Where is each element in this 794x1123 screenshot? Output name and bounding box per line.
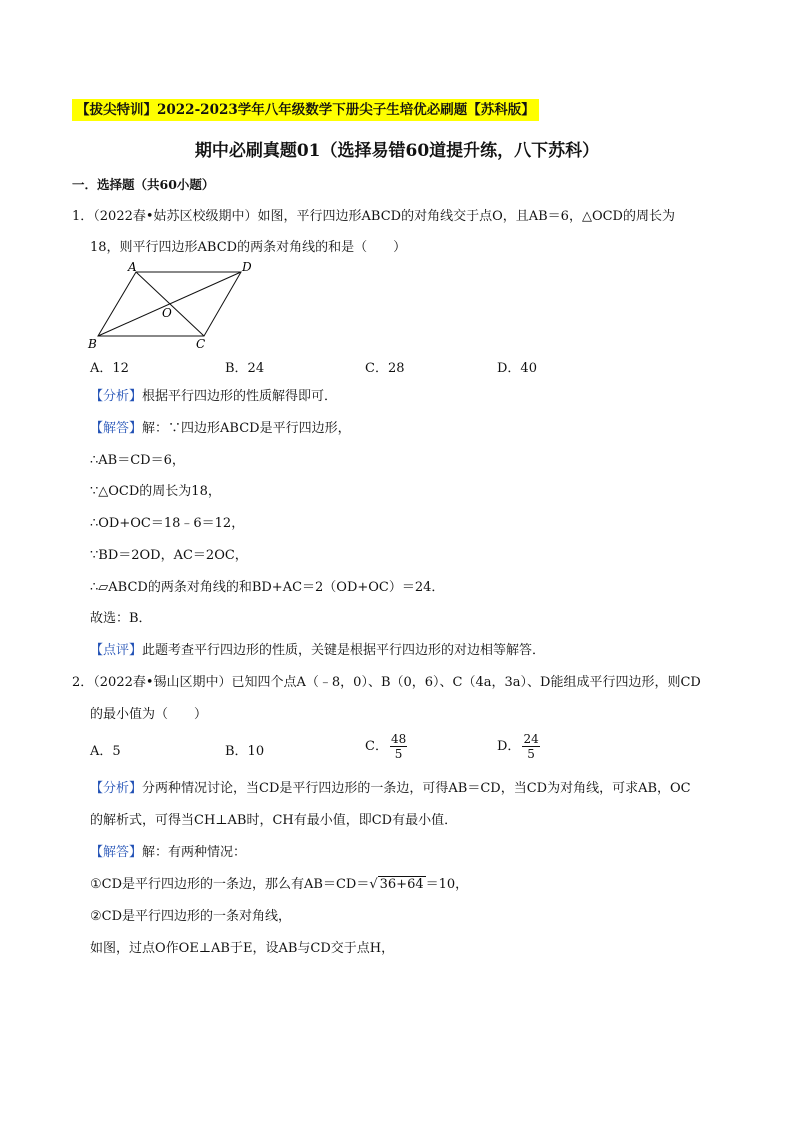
figure-label-d: D [242, 260, 252, 274]
q2-option-c-prefix: C． [365, 739, 388, 754]
q2-case2-more: 如图，过点O作OE⊥AB于E，设AB与CD交于点H， [90, 941, 395, 956]
q1-option-b: B．24 [225, 361, 265, 376]
q2-analysis-line1 [90, 779, 691, 799]
q2-case1-radicand: 36+64 [379, 877, 424, 892]
q1-text-line2: 18，则平行四边形ABCD的两条对角线的和是（ ） [90, 240, 407, 255]
q1-parallelogram-figure [86, 260, 256, 350]
q1-solution-line1 [90, 419, 351, 439]
figure-label-b: B [88, 337, 97, 350]
analysis-tag: 【分析】 [90, 389, 143, 404]
q1-option-d: D．40 [497, 361, 537, 376]
q1-solution-line7: 故选：B． [90, 611, 152, 626]
q1-analysis-text: 根据平行四边形的性质解得即可． [142, 389, 338, 404]
q2-case2: ②CD是平行四边形的一条对角线， [90, 909, 292, 924]
q1-analysis [90, 387, 337, 407]
q2-option-d-denominator: 5 [527, 747, 535, 761]
q2-option-c-numerator: 48 [390, 732, 407, 746]
q2-option-c-denominator: 5 [394, 747, 403, 761]
comment-tag: 【点评】 [90, 643, 143, 658]
q2-case1-suffix: ＝10， [425, 877, 469, 892]
q1-solution-line4: ∴OD+OC＝18﹣6＝12， [90, 516, 245, 531]
q1-option-c: C．28 [365, 361, 405, 376]
q1-solution-line5: ∵BD＝2OD，AC＝2OC， [90, 548, 248, 563]
q1-solution-text-0: 解：∵四边形ABCD是平行四边形， [142, 421, 351, 436]
q2-solution-intro: 解：有两种情况： [142, 845, 247, 860]
q2-text-line1: 2．（2022春•锡山区期中）已知四个点A（﹣8，0）、B（0，6）、C（4a，3a）、D能组成平行四边形，则CD [72, 675, 701, 690]
q2-option-c [365, 732, 407, 761]
q2-option-d-fraction [522, 732, 539, 761]
q2-solution-line1 [90, 843, 246, 863]
q1-comment [90, 641, 545, 661]
q2-option-d-numerator: 24 [523, 732, 539, 746]
solution-tag: 【解答】 [90, 845, 143, 860]
section-heading: 一．选择题（共60小题） [72, 177, 215, 192]
q1-solution-line6: ∴▱ABCD的两条对角线的和BD+AC＝2（OD+OC）＝24． [90, 580, 445, 595]
q2-analysis-line2: 的解析式，可得当CH⊥AB时，CH有最小值，即CD有最小值． [90, 813, 458, 828]
page-title: 期中必刷真题01（选择易错60道提升练，八下苏科） [194, 141, 600, 161]
q2-case1: ①CD是平行四边形的一条边，那么有AB＝CD＝√ 36+64 ＝10， [90, 877, 469, 892]
q2-option-d-prefix: D． [497, 739, 521, 754]
q1-text-line1: 1．（2022春•姑苏区校级期中）如图，平行四边形ABCD的对角线交于点O，且AB＝6，△OCD的周长为 [72, 209, 675, 224]
figure-label-o: O [162, 306, 172, 320]
header-banner: 【拔尖特训】2022-2023学年八年级数学下册尖子生培优必刷题【苏科版】 [72, 99, 539, 121]
analysis-tag: 【分析】 [90, 781, 143, 796]
q1-solution-line2: ∴AB＝CD＝6， [90, 453, 185, 468]
q2-option-a: A．5 [90, 744, 121, 759]
q1-solution-line3: ∵△OCD的周长为18， [90, 484, 221, 499]
q1-comment-text: 此题考查平行四边形的性质，关键是根据平行四边形的对边相等解答． [142, 643, 546, 658]
solution-tag: 【解答】 [90, 421, 143, 436]
q2-case1-prefix: ①CD是平行四边形的一条边，那么有AB＝CD＝ [90, 877, 370, 892]
q2-option-d [497, 732, 540, 761]
figure-label-c: C [196, 337, 206, 350]
q2-analysis-text1: 分两种情况讨论，当CD是平行四边形的一条边，可得AB＝CD，当CD为对角线，可求AB，OC [142, 781, 691, 796]
q2-option-b: B．10 [225, 744, 265, 759]
figure-label-a: A [128, 260, 137, 274]
q1-option-a: A．12 [90, 361, 129, 376]
q2-option-c-fraction [390, 732, 407, 761]
q2-text-line2: 的最小值为（ ） [90, 707, 208, 722]
